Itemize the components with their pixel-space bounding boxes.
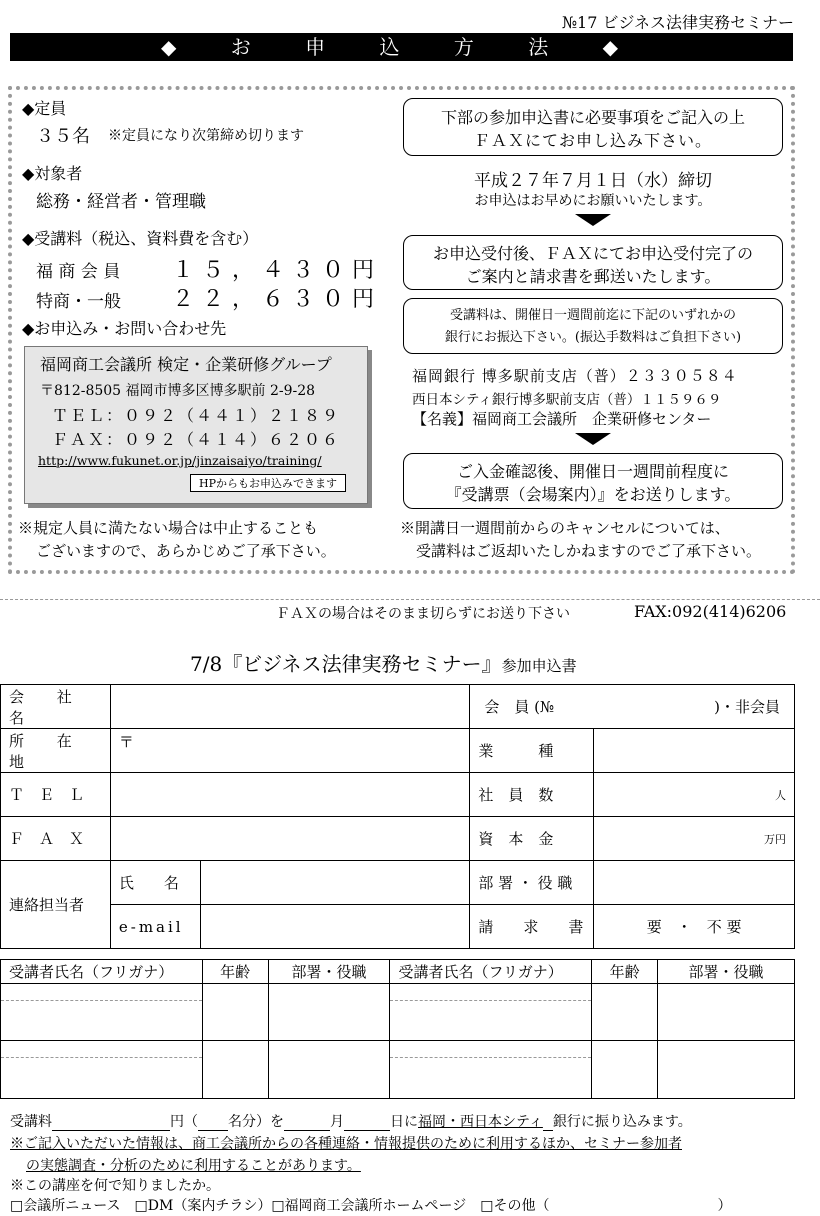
arrow-down-icon <box>575 433 611 445</box>
bank-nishinippon: 西日本シティ銀行博多駅前支店（普）１１５９６９ <box>412 392 722 408</box>
participant-row <box>1 984 795 1041</box>
participant-name-cell[interactable] <box>1 984 203 1041</box>
step1-box <box>403 98 783 156</box>
participant-name-cell[interactable] <box>390 984 592 1041</box>
bank-account-name: 【名義】福岡商工会議所 企業研修センター <box>412 410 712 428</box>
payment-bank-blank <box>543 1116 553 1131</box>
member-cell[interactable] <box>470 685 795 729</box>
participants-table <box>0 959 795 1099</box>
participant-dept-cell[interactable] <box>268 984 390 1041</box>
payment-month-blank[interactable] <box>284 1116 330 1131</box>
industry-label: 業 種 <box>470 729 594 773</box>
deadline: 平成２７年７月１日（水）締切 <box>474 171 712 191</box>
payment-bank-names: 福岡・西日本シティ <box>418 1114 543 1130</box>
contact-heading: ◆お申込み・お問い合わせ先 <box>22 319 227 338</box>
participant-name-header: 受講者氏名（フリガナ） <box>1 960 203 984</box>
payment-text-3: 名分）を <box>228 1114 284 1130</box>
participant-dept-header: 部署・役職 <box>268 960 390 984</box>
step4-line1: ご入金確認後、開催日一週間前程度に <box>456 462 729 481</box>
application-form-table <box>0 684 795 949</box>
fax-number: FAX:092(414)6206 <box>634 602 787 621</box>
industry-input[interactable] <box>594 729 795 773</box>
participant-age-cell[interactable] <box>592 984 658 1041</box>
name-input[interactable] <box>200 861 470 905</box>
privacy-note-2: の実態調査・分析のために利用することがあります。 <box>26 1158 361 1174</box>
postal-mark: 〒 <box>118 733 134 751</box>
payment-text-7: 銀行に振り込みます。 <box>552 1114 692 1130</box>
payment-line <box>10 1111 692 1131</box>
participants-header-row <box>1 960 795 984</box>
payment-text-5: 日に <box>390 1114 418 1130</box>
employees-label: 社 員 数 <box>470 773 594 817</box>
company-input[interactable] <box>110 685 469 729</box>
form-title-main: 7/8『ビジネス法律実務セミナー』 <box>190 652 502 676</box>
employees-unit: 人 <box>775 788 786 802</box>
contact-address: 〒812-8505 福岡市博多区博多駅前 2-9-28 <box>40 383 316 399</box>
target-value: 総務・経営者・管理職 <box>36 192 206 212</box>
fax-input[interactable] <box>110 817 469 861</box>
step2-line2: ご案内と請求書を郵送いたします。 <box>465 267 721 286</box>
form-title-sub: 参加申込書 <box>501 657 577 675</box>
payment-day-blank[interactable] <box>344 1116 390 1131</box>
participant-dept-cell[interactable] <box>268 1041 390 1099</box>
member-label: 会 員 (№ <box>484 698 555 716</box>
participant-name-cell[interactable] <box>1 1041 203 1099</box>
step2-box <box>403 235 783 290</box>
payment-count-blank[interactable] <box>198 1116 228 1131</box>
company-label: 会 社 名 <box>1 685 111 729</box>
participant-name-cell[interactable] <box>390 1041 592 1099</box>
address-label: 所 在 地 <box>1 729 111 773</box>
invoice-label: 請 求 書 <box>470 905 594 949</box>
cancel-note-left-1: ※規定人員に満たない場合は中止することも <box>18 519 319 537</box>
step3-box <box>403 298 783 354</box>
participant-age-header: 年齢 <box>592 960 658 984</box>
capital-label: 資 本 金 <box>470 817 594 861</box>
fee-heading: ◆受講料（税込、資料費を含む） <box>22 229 259 248</box>
employees-input[interactable] <box>594 773 795 817</box>
capacity-value: ３５名 <box>36 126 90 147</box>
participant-name-header: 受講者氏名（フリガナ） <box>390 960 592 984</box>
contact-fax: ＦＡＸ：０９２（４１４）６２０６ <box>52 430 341 449</box>
step2-line1: お申込受付後、ＦＡＸにてお申込受付完了の <box>432 244 753 263</box>
arrow-down-icon <box>575 214 611 226</box>
address-input[interactable] <box>110 729 469 773</box>
participant-age-cell[interactable] <box>202 1041 268 1099</box>
email-label: e-mail <box>110 905 200 949</box>
member-tail: )・非会員 <box>714 698 780 716</box>
participant-row <box>1 1041 795 1099</box>
fee-general-value: ２２，６３０円 <box>172 287 383 312</box>
dept-input[interactable] <box>594 861 795 905</box>
invoice-options[interactable]: 要 ・ 不 要 <box>594 905 795 949</box>
fee-member-value: １５，４３０円 <box>172 258 383 283</box>
step1-line2: ＦＡＸにてお申し込み下さい。 <box>473 131 712 150</box>
participant-dept-cell[interactable] <box>658 1041 795 1099</box>
fax-label: Ｆ Ａ Ｘ <box>1 817 111 861</box>
step4-box <box>403 453 783 509</box>
capital-unit: 万円 <box>764 832 786 846</box>
fax-instruction: ＦＡＸの場合はそのまま切らずにお送り下さい <box>276 606 570 622</box>
hp-apply-note: HPからもお申込みできます <box>190 474 346 492</box>
step3-line1: 受講料は、開催日一週間前迄に下記のいずれかの <box>449 308 736 323</box>
step4-line2: 『受講票（会場案内）』をお送りします。 <box>445 485 741 504</box>
privacy-note-1: ※ご記入いただいた情報は、商工会議所からの各種連絡・情報提供のために利用するほか、セミナー参加者 <box>10 1136 682 1152</box>
tel-input[interactable] <box>110 773 469 817</box>
step3-line2: 銀行にお振込下さい。(振込手数料はご負担下さい) <box>444 330 742 345</box>
dept-label: 部 署 ・ 役 職 <box>470 861 594 905</box>
contact-org: 福岡商工会議所 検定・企業研修グループ <box>40 355 332 374</box>
name-label: 氏 名 <box>110 861 200 905</box>
how-known-options[interactable]: □会議所ニュース □DM（案内チラシ）□福岡商工会議所ホームページ □その他（ ） <box>10 1198 732 1214</box>
cancel-note-right-2: 受講料はご返却いたしかねますのでご了承下さい。 <box>416 542 762 560</box>
participant-dept-cell[interactable] <box>658 984 795 1041</box>
cancel-note-right-1: ※開講日一週間前からのキャンセルについては、 <box>400 519 730 537</box>
participant-age-cell[interactable] <box>592 1041 658 1099</box>
email-input[interactable] <box>200 905 470 949</box>
contact-url-link[interactable]: http://www.fukunet.or.jp/jinzaisaiyo/training/ <box>38 453 322 468</box>
payment-text-2: 円（ <box>170 1114 198 1130</box>
how-known-question: ※この講座を何で知りましたか。 <box>10 1178 220 1194</box>
cancel-note-left-2: ございますので、あらかじめご了承下さい。 <box>36 542 336 560</box>
fee-member-label: 福 商 会 員 <box>36 262 121 282</box>
capital-input[interactable] <box>594 817 795 861</box>
bank-fukuoka: 福岡銀行 博多駅前支店（普）２３３０５８４ <box>412 367 738 385</box>
payment-text-4: 月 <box>330 1114 344 1130</box>
deadline-note: お申込はお早めにお願いいたします。 <box>474 193 712 209</box>
capacity-heading: ◆定員 <box>22 99 67 118</box>
participant-age-header: 年齢 <box>202 960 268 984</box>
capacity-note: ※定員になり次第締め切ります <box>108 128 304 144</box>
form-title <box>190 648 577 677</box>
tel-label: Ｔ Ｅ Ｌ <box>1 773 111 817</box>
contact-person-label: 連絡担当者 <box>1 861 111 949</box>
series-label: №17 ビジネス法律実務セミナー <box>561 13 794 32</box>
step1-line1: 下部の参加申込書に必要事項をご記入の上 <box>440 108 745 127</box>
target-heading: ◆対象者 <box>22 164 83 183</box>
payment-amount-blank[interactable] <box>52 1116 170 1131</box>
fee-general-label: 特商・一般 <box>36 292 121 312</box>
participant-dept-header: 部署・役職 <box>658 960 795 984</box>
contact-tel: ＴＥＬ：０９２（４４１）２１８９ <box>52 406 341 425</box>
section-title-band: ◆ お 申 込 方 法 ◆ <box>10 33 793 61</box>
participant-age-cell[interactable] <box>202 984 268 1041</box>
payment-text-1: 受講料 <box>10 1114 52 1130</box>
cut-line <box>0 599 820 600</box>
